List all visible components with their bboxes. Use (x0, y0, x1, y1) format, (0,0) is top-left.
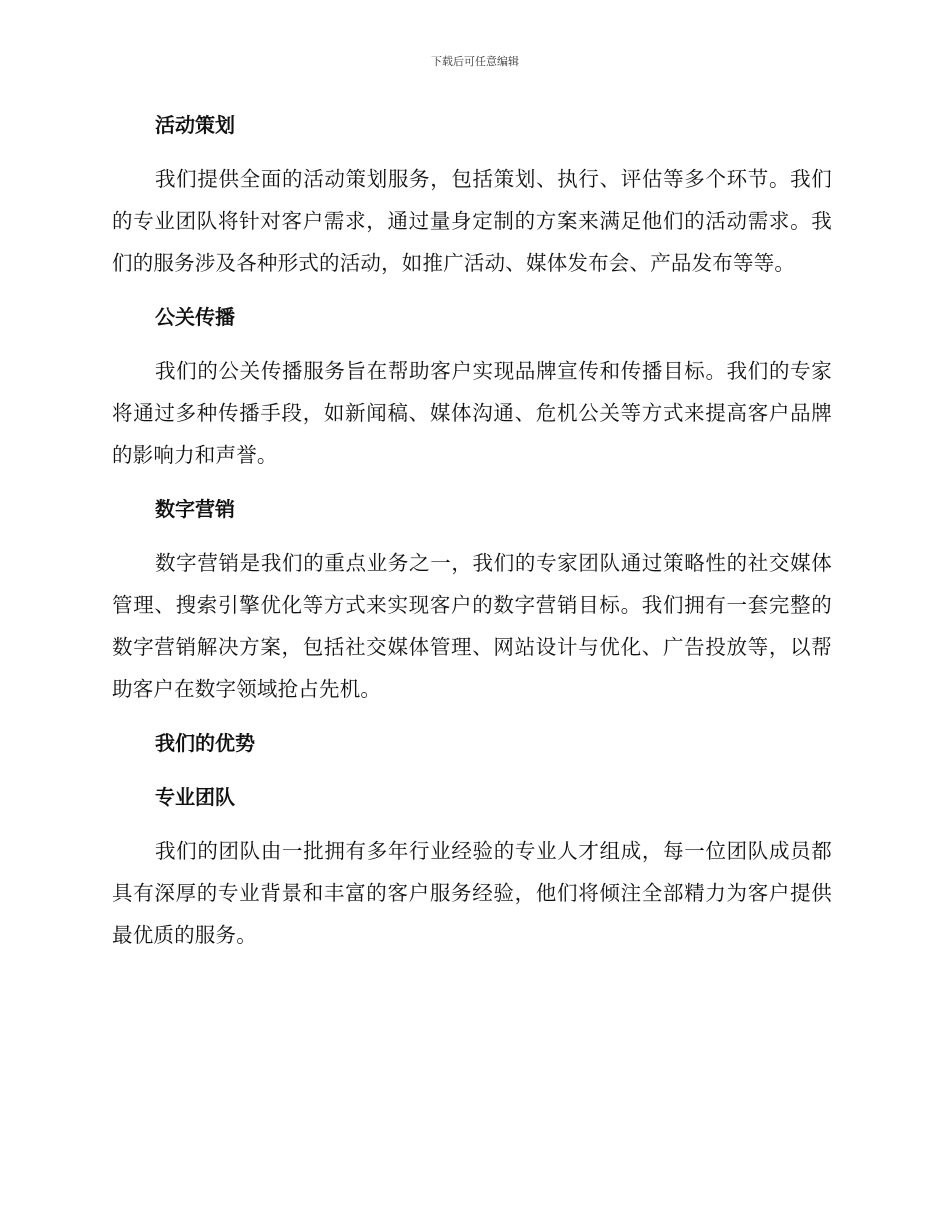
advantages-heading: 我们的优势 (155, 731, 255, 755)
page-header-note: 下载后可任意编辑 (431, 55, 519, 68)
section-heading-digital-marketing: 数字营销 (155, 497, 235, 521)
section-heading-pr: 公关传播 (155, 305, 235, 329)
section-heading-event-planning: 活动策划 (155, 113, 235, 137)
section-paragraph-pr: 我们的公关传播服务旨在帮助客户实现品牌宣传和传播目标。我们的专家将通过多种传播手段，如新闻稿、媒体沟通、危机公关等方式来提高客户品牌的影响力和声誉。 (112, 359, 832, 467)
section-paragraph-digital-marketing: 数字营销是我们的重点业务之一，我们的专家团队通过策略性的社交媒体管理、搜索引擎优化等方式来实现客户的数字营销目标。我们拥有一套完整的数字营销解决方案，包括社交媒体管理、网站设计与优化、广告投放等，以帮助客户在数字领域抢占先机。 (112, 551, 832, 701)
professional-team-heading: 专业团队 (155, 785, 235, 809)
section-paragraph-event-planning: 我们提供全面的活动策划服务，包括策划、执行、评估等多个环节。我们的专业团队将针对客户需求，通过量身定制的方案来满足他们的活动需求。我们的服务涉及各种形式的活动，如推广活动、媒体发布会、产品发布等等。 (112, 167, 832, 275)
professional-team-paragraph: 我们的团队由一批拥有多年行业经验的专业人才组成，每一位团队成员都具有深厚的专业背景和丰富的客户服务经验，他们将倾注全部精力为客户提供最优质的服务。 (112, 839, 832, 947)
document-body (112, 104, 832, 968)
